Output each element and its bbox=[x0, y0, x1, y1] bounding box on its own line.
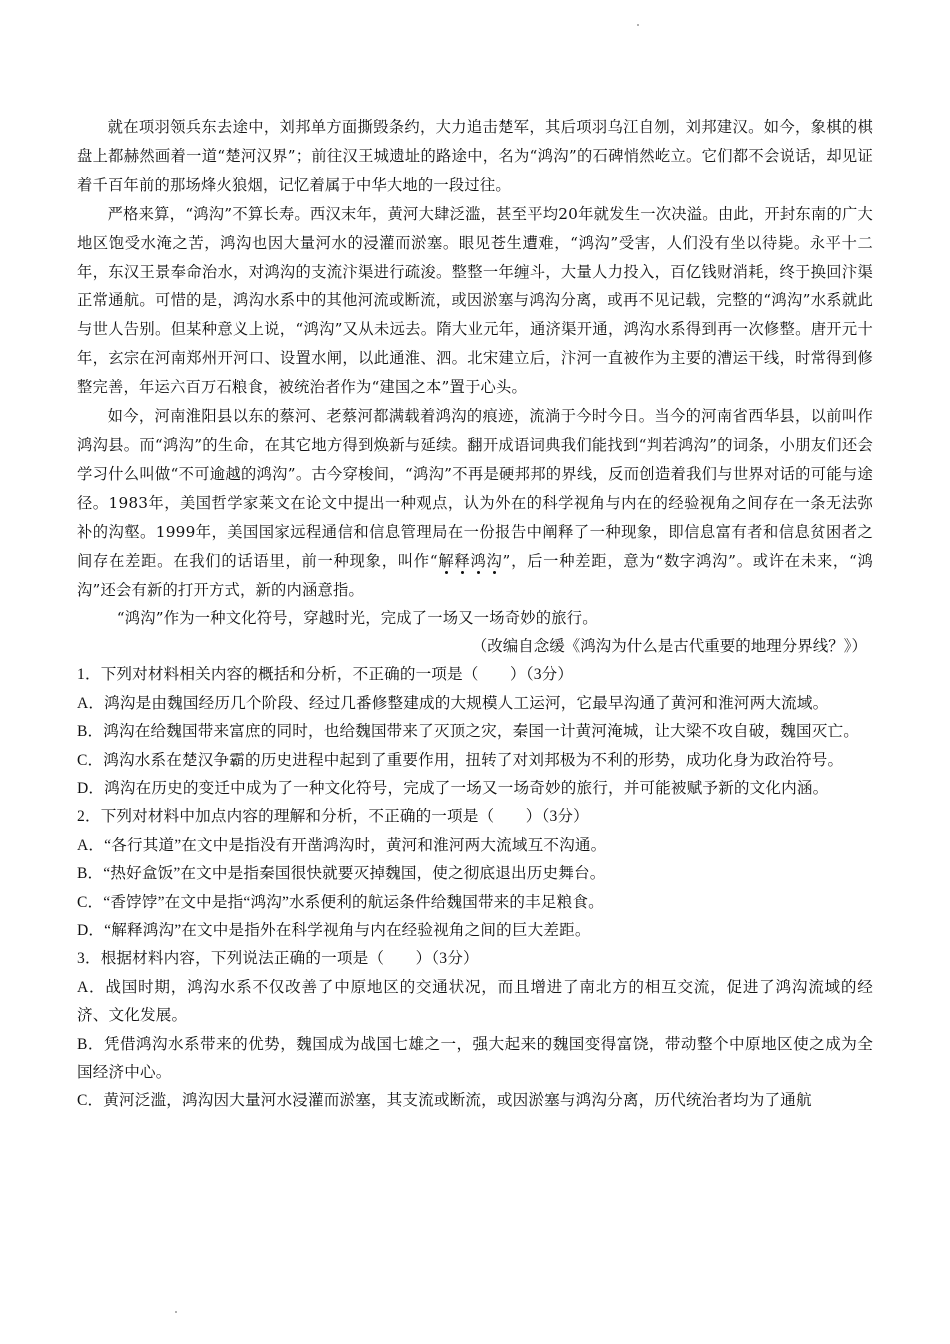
option-c: C．鸿沟水系在楚汉争霸的历史进程中起到了重要作用，扭转了对刘邦极为不利的形势，成功化身为政治符号。 bbox=[77, 751, 844, 769]
option-b: B．凭借鸿沟水系带来的优势，魏国成为战国七雄之一，强大起来的魏国变得富饶，带动整个中原地区使之成为全国经济中心。 bbox=[77, 1035, 873, 1081]
question-3 bbox=[77, 945, 873, 1115]
scan-mark bbox=[637, 24, 639, 26]
option-d: D．“解释鸿沟”在文中是指外在科学视角与内在经验视角之间的巨大差距。 bbox=[77, 921, 591, 939]
emphasis-dot-char: 鸿 bbox=[470, 551, 487, 570]
emphasis-dot-char: 沟 bbox=[486, 551, 503, 570]
passage-paragraph-1: 就在项羽领兵东去途中，刘邦单方面撕毁条约，大力追击楚军，其后项羽乌江自刎，刘邦建汉。如今，象棋的棋盘上都赫然画着一道“楚河汉界”；前往汉王城遗址的路途中，名为“鸿沟”的石碑悄然屹立。它们都不会说话，却见证着千百年前的那场烽火狼烟，记忆着属于中华大地的一段过往。 bbox=[77, 118, 873, 194]
option-b: B．“热好盒饭”在文中是指秦国很快就要灭掉魏国，使之彻底退出历史舞台。 bbox=[77, 865, 606, 883]
passage-source: （改编自念缓《鸿沟为什么是古代重要的地理分界线？》） bbox=[471, 638, 867, 656]
option-a: A．鸿沟是由魏国经历几个阶段、经过几番修整建成的大规模人工运河，它最早沟通了黄河和淮河两大流域。 bbox=[77, 694, 829, 712]
passage-paragraph-2: 严格来算，“鸿沟”不算长寿。西汉末年，黄河大肆泛滥，甚至平均20年就发生一次决溢。由此，开封东南的广大地区饱受水淹之苦，鸿沟也因大量河水的浸灌而淤塞。眼见苍生遭难，“鸿沟”受害，人们没有坐以待毙。永平十二年，东汉王景奉命治水，对鸿沟的支流汴渠进行疏浚。整整一年缠斗，大量人力投入，百亿钱财消耗，终于换回汴渠正常通航。可惜的是，鸿沟水系中的其他河流或断流，或因淤塞与鸿沟分离，或再不见记载，完整的“鸿沟”水系就此与世人告别。但某种意义上说，“鸿沟”又从未远去。隋大业元年，通济渠开通，鸿沟水系得到再一次修整。唐开元十年，玄宗在河南郑州开河口、设置水闸，以此通淮、泗。北宋建立后，汴河一直被作为主要的漕运干线，时常得到修整完善，年运六百万石粮食，被统治者作为“建国之本”置于心头。 bbox=[77, 204, 873, 397]
option-c: C．黄河泛滥，鸿沟因大量河水浸灌而淤塞，其支流或断流，或因淤塞与鸿沟分离，历代统治者均为了通航 bbox=[77, 1092, 812, 1110]
question-1 bbox=[77, 661, 873, 803]
question-stem: 3．根据材料内容，下列说法正确的一项是（ ）（3分） bbox=[77, 950, 479, 968]
option-d: D．鸿沟在历史的变迁中成为了一种文化符号，完成了一场又一场奇妙的旅行，并可能被赋予新的文化内涵。 bbox=[77, 779, 829, 797]
passage-paragraph-3: 如今，河南淮阳县以东的蔡河、老蔡河都满载着鸿沟的痕迹，流淌于今时今日。当今的河南省西华县，以前叫作鸿沟县。而“鸿沟”的生命，在其它地方得到焕新与延续。翻开成语词典我们能找到“判若鸿沟”的词条，小朋友们还会学习什么叫做“不可逾越的鸿沟”。古今穿梭间，“鸿沟”不再是硬邦邦的界线，反而创造着我们与世界对话的可能与途径。1983年，美国哲学家莱文在论文中提出一种观点，认为外在的科学视角与内在的经验视角之间存在一条无法弥补的沟壑。1999年，美国国家远程通信和信息管理局在一份报告中阐释了一种现象，即信息富有者和信息贫困者之间存在差距。在我们的话语里，前一种现象，叫作“解释鸿沟”，后一种差距，意为“数字鸿沟”。或许在未来，“鸿沟”还会有新的打开方式，新的内涵意指。 bbox=[77, 407, 874, 599]
option-c: C．“香饽饽”在文中是指“鸿沟”水系便利的航运条件给魏国带来的丰足粮食。 bbox=[77, 893, 604, 911]
passage-paragraph-4: “鸿沟”作为一种文化符号，穿越时光，完成了一场又一场奇妙的旅行。 bbox=[116, 609, 598, 628]
option-a: A．战国时期，鸿沟水系不仅改善了中原地区的交通状况，而且增进了南北方的相互交流，促进了鸿沟流域的经济、文化发展。 bbox=[77, 978, 873, 1025]
question-stem: 1．下列对材料相关内容的概括和分析，不正确的一项是（ ）（3分） bbox=[77, 666, 574, 684]
question-stem: 2．下列对材料中加点内容的理解和分析，不正确的一项是（ ）（3分） bbox=[77, 808, 589, 826]
option-b: B．鸿沟在给魏国带来富庶的同时，也给魏国带来了灭顶之灾，秦国一计黄河淹城，让大梁不攻自破，魏国灭亡。 bbox=[77, 723, 859, 741]
emphasis-dot-char: 解 bbox=[437, 551, 455, 570]
option-a: A．“各行其道”在文中是指没有开凿鸿沟时，黄河和淮河两大流域互不沟通。 bbox=[77, 836, 607, 854]
emphasis-dot-char: 释 bbox=[454, 551, 471, 570]
document-body bbox=[77, 113, 873, 1116]
scan-mark bbox=[175, 1311, 177, 1313]
question-2 bbox=[77, 803, 873, 945]
